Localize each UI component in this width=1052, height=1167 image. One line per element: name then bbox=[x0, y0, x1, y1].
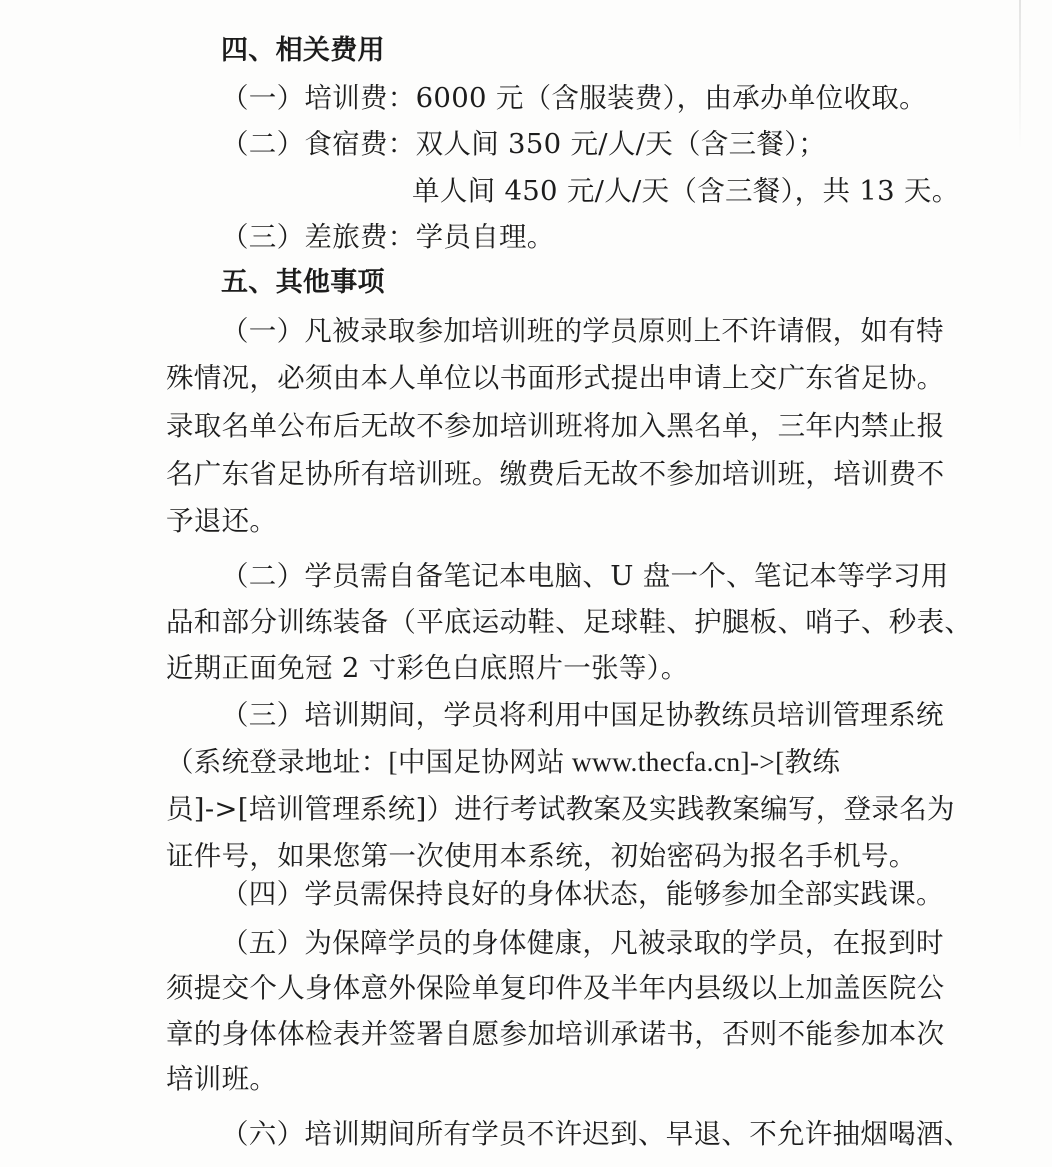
paragraph-line: 予退还。 bbox=[166, 505, 278, 537]
fee-item-travel: （三）差旅费：学员自理。 bbox=[221, 221, 555, 253]
paragraph-line: 章的身体体检表并签署自愿参加培训承诺书，否则不能参加本次 bbox=[166, 1018, 945, 1050]
paragraph-line: 须提交个人身体意外保险单复印件及半年内县级以上加盖医院公 bbox=[166, 972, 945, 1004]
paragraph-line: 证件号，如果您第一次使用本系统，初始密码为报名手机号。 bbox=[166, 840, 917, 872]
paragraph-line: 培训班。 bbox=[166, 1063, 278, 1095]
paragraph-line: 殊情况，必须由本人单位以书面形式提出申请上交广东省足协。 bbox=[166, 362, 945, 394]
paragraph-line: 名广东省足协所有培训班。缴费后无故不参加培训班，培训费不 bbox=[166, 458, 945, 490]
paragraph-line: 品和部分训练装备（平底运动鞋、足球鞋、护腿板、哨子、秒表、 bbox=[166, 606, 973, 638]
paragraph-line: 录取名单公布后无故不参加培训班将加入黑名单，三年内禁止报 bbox=[166, 410, 945, 442]
fee-item-accommodation-cont: 单人间 450 元/人/天（含三餐），共 13 天。 bbox=[412, 175, 960, 207]
paragraph-line: （一）凡被录取参加培训班的学员原则上不许请假，如有特 bbox=[221, 315, 944, 347]
paragraph-line: （四）学员需保持良好的身体状态，能够参加全部实践课。 bbox=[221, 878, 944, 910]
paragraph-line: （六）培训期间所有学员不许迟到、早退、不允许抽烟喝酒、 bbox=[221, 1118, 972, 1150]
paragraph-line: （系统登录地址：[中国足协网站 www.thecfa.cn]->[教练 bbox=[166, 746, 841, 777]
fee-item-accommodation: （二）食宿费：双人间 350 元/人/天（含三餐）； bbox=[221, 128, 827, 160]
paragraph-line: （二）学员需自备笔记本电脑、U 盘一个、笔记本等学习用 bbox=[221, 560, 949, 592]
paragraph-line: 近期正面免冠 2 寸彩色白底照片一张等）。 bbox=[166, 652, 689, 684]
paragraph-line: （三）培训期间，学员将利用中国足协教练员培训管理系统 bbox=[221, 699, 944, 731]
paper-fold-shadow bbox=[1019, 0, 1021, 150]
fee-item-training: （一）培训费：6000 元（含服装费），由承办单位收取。 bbox=[221, 82, 927, 114]
paragraph-line: 员]->[培训管理系统]）进行考试教案及实践教案编写，登录名为 bbox=[166, 793, 955, 825]
section5-heading: 五、其他事项 bbox=[221, 267, 385, 298]
paragraph-line: （五）为保障学员的身体健康，凡被录取的学员，在报到时 bbox=[221, 927, 944, 959]
section4-heading: 四、相关费用 bbox=[221, 35, 385, 66]
